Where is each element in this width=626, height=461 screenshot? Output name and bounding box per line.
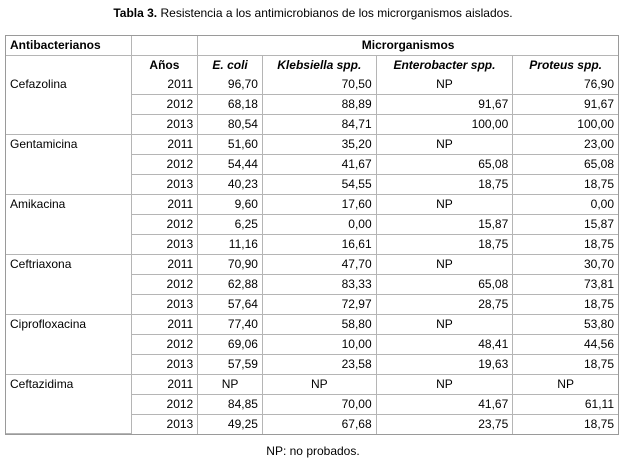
table-row xyxy=(6,255,618,275)
value-cell: 100,00 xyxy=(377,115,514,135)
value-cell: 23,75 xyxy=(377,415,514,434)
value-cell: 18,75 xyxy=(513,235,618,255)
value-cell: 72,97 xyxy=(263,295,377,315)
value-cell: 70,50 xyxy=(263,75,377,95)
value-cell: NP xyxy=(377,255,514,275)
value-cell: 58,80 xyxy=(263,315,377,335)
value-cell: 91,67 xyxy=(513,95,618,115)
year-cell: 2011 xyxy=(132,315,199,335)
year-cell: 2012 xyxy=(132,215,199,235)
header-empty-cell xyxy=(132,36,199,56)
value-cell: 80,54 xyxy=(198,115,263,135)
year-cell: 2013 xyxy=(132,355,199,375)
value-cell: 73,81 xyxy=(513,275,618,295)
value-cell: 61,11 xyxy=(513,395,618,415)
table-row xyxy=(6,375,618,395)
header-proteus: Proteus spp. xyxy=(529,58,602,72)
value-cell: 65,08 xyxy=(377,155,514,175)
year-cell: 2012 xyxy=(132,155,199,175)
value-cell: 23,58 xyxy=(263,355,377,375)
value-cell: 67,68 xyxy=(263,415,377,434)
value-cell: 10,00 xyxy=(263,335,377,355)
drug-name: Ceftazidima xyxy=(6,375,132,434)
value-cell: 62,88 xyxy=(198,275,263,295)
value-cell: 91,67 xyxy=(377,95,514,115)
value-cell: 15,87 xyxy=(377,215,514,235)
value-cell: 17,60 xyxy=(263,195,377,215)
value-cell: 6,25 xyxy=(198,215,263,235)
value-cell: 47,70 xyxy=(263,255,377,275)
header-anos: Años xyxy=(132,56,199,75)
value-cell: 0,00 xyxy=(513,195,618,215)
value-cell: 96,70 xyxy=(198,75,263,95)
value-cell: 30,70 xyxy=(513,255,618,275)
year-cell: 2013 xyxy=(132,415,199,434)
drug-name: Amikacina xyxy=(6,195,132,255)
value-cell: 77,40 xyxy=(198,315,263,335)
year-cell: 2013 xyxy=(132,295,199,315)
value-cell: 57,59 xyxy=(198,355,263,375)
value-cell: 23,00 xyxy=(513,135,618,155)
value-cell: 35,20 xyxy=(263,135,377,155)
value-cell: 18,75 xyxy=(513,355,618,375)
value-cell: 76,90 xyxy=(513,75,618,95)
value-cell: 68,18 xyxy=(198,95,263,115)
table-row xyxy=(6,195,618,215)
table-row xyxy=(6,75,618,95)
value-cell: 100,00 xyxy=(513,115,618,135)
value-cell: 44,56 xyxy=(513,335,618,355)
value-cell: 11,16 xyxy=(198,235,263,255)
value-cell: 15,87 xyxy=(513,215,618,235)
drug-name: Ceftriaxona xyxy=(6,255,132,315)
value-cell: 70,00 xyxy=(263,395,377,415)
year-cell: 2012 xyxy=(132,335,199,355)
year-cell: 2012 xyxy=(132,275,199,295)
value-cell: 65,08 xyxy=(377,275,514,295)
value-cell: 83,33 xyxy=(263,275,377,295)
drug-name: Gentamicina xyxy=(6,135,132,195)
value-cell: 18,75 xyxy=(377,235,514,255)
value-cell: NP xyxy=(377,135,514,155)
header-row-1 xyxy=(6,36,618,56)
value-cell: 41,67 xyxy=(377,395,514,415)
year-cell: 2013 xyxy=(132,175,199,195)
value-cell: 69,06 xyxy=(198,335,263,355)
year-cell: 2011 xyxy=(132,255,199,275)
drug-name: Cefazolina xyxy=(6,75,132,135)
year-cell: 2013 xyxy=(132,235,199,255)
value-cell: 9,60 xyxy=(198,195,263,215)
value-cell: 54,44 xyxy=(198,155,263,175)
table-row xyxy=(6,135,618,155)
value-cell: NP xyxy=(377,315,514,335)
value-cell: NP xyxy=(377,75,514,95)
value-cell: 0,00 xyxy=(263,215,377,235)
year-cell: 2011 xyxy=(132,135,199,155)
header-ecoli: E. coli xyxy=(198,56,263,75)
table-body xyxy=(6,75,618,434)
value-cell: 16,61 xyxy=(263,235,377,255)
header-antibacterianos: Antibacterianos xyxy=(6,36,132,56)
drug-name: Ciprofloxacina xyxy=(6,315,132,375)
value-cell: 88,89 xyxy=(263,95,377,115)
footnote: NP: no probados. xyxy=(266,444,360,458)
header-empty-cell xyxy=(6,56,132,75)
value-cell: 51,60 xyxy=(198,135,263,155)
value-cell: NP xyxy=(377,375,514,395)
value-cell: 65,08 xyxy=(513,155,618,175)
value-cell: NP xyxy=(198,375,263,395)
value-cell: NP xyxy=(263,375,377,395)
year-cell: 2011 xyxy=(132,195,199,215)
header-row-2 xyxy=(6,56,618,75)
value-cell: 70,90 xyxy=(198,255,263,275)
value-cell: 53,80 xyxy=(513,315,618,335)
year-cell: 2011 xyxy=(132,375,199,395)
year-cell: 2012 xyxy=(132,395,199,415)
value-cell: NP xyxy=(513,375,618,395)
value-cell: 84,85 xyxy=(198,395,263,415)
value-cell: 41,67 xyxy=(263,155,377,175)
value-cell: 57,64 xyxy=(198,295,263,315)
caption-text: Resistencia a los antimicrobianos de los microrganismos aislados. xyxy=(157,6,513,20)
value-cell: NP xyxy=(377,195,514,215)
year-cell: 2011 xyxy=(132,75,199,95)
value-cell: 18,75 xyxy=(513,175,618,195)
header-klebsiella: Klebsiella spp. xyxy=(263,56,377,75)
value-cell: 18,75 xyxy=(583,417,614,431)
table-caption xyxy=(0,5,626,21)
header-microorganismos: Microrganismos xyxy=(198,36,618,56)
resistance-table xyxy=(5,35,619,435)
value-cell: 18,75 xyxy=(513,295,618,315)
header-enterobacter: Enterobacter spp. xyxy=(377,56,514,75)
table-row xyxy=(6,315,618,335)
value-cell: 54,55 xyxy=(263,175,377,195)
value-cell: 49,25 xyxy=(198,415,263,434)
value-cell: 48,41 xyxy=(377,335,514,355)
caption-label: Tabla 3. xyxy=(113,6,158,20)
value-cell: 28,75 xyxy=(377,295,514,315)
year-cell: 2012 xyxy=(132,95,199,115)
value-cell: 19,63 xyxy=(377,355,514,375)
value-cell: 40,23 xyxy=(198,175,263,195)
value-cell: 84,71 xyxy=(263,115,377,135)
value-cell: 18,75 xyxy=(377,175,514,195)
year-cell: 2013 xyxy=(132,115,199,135)
